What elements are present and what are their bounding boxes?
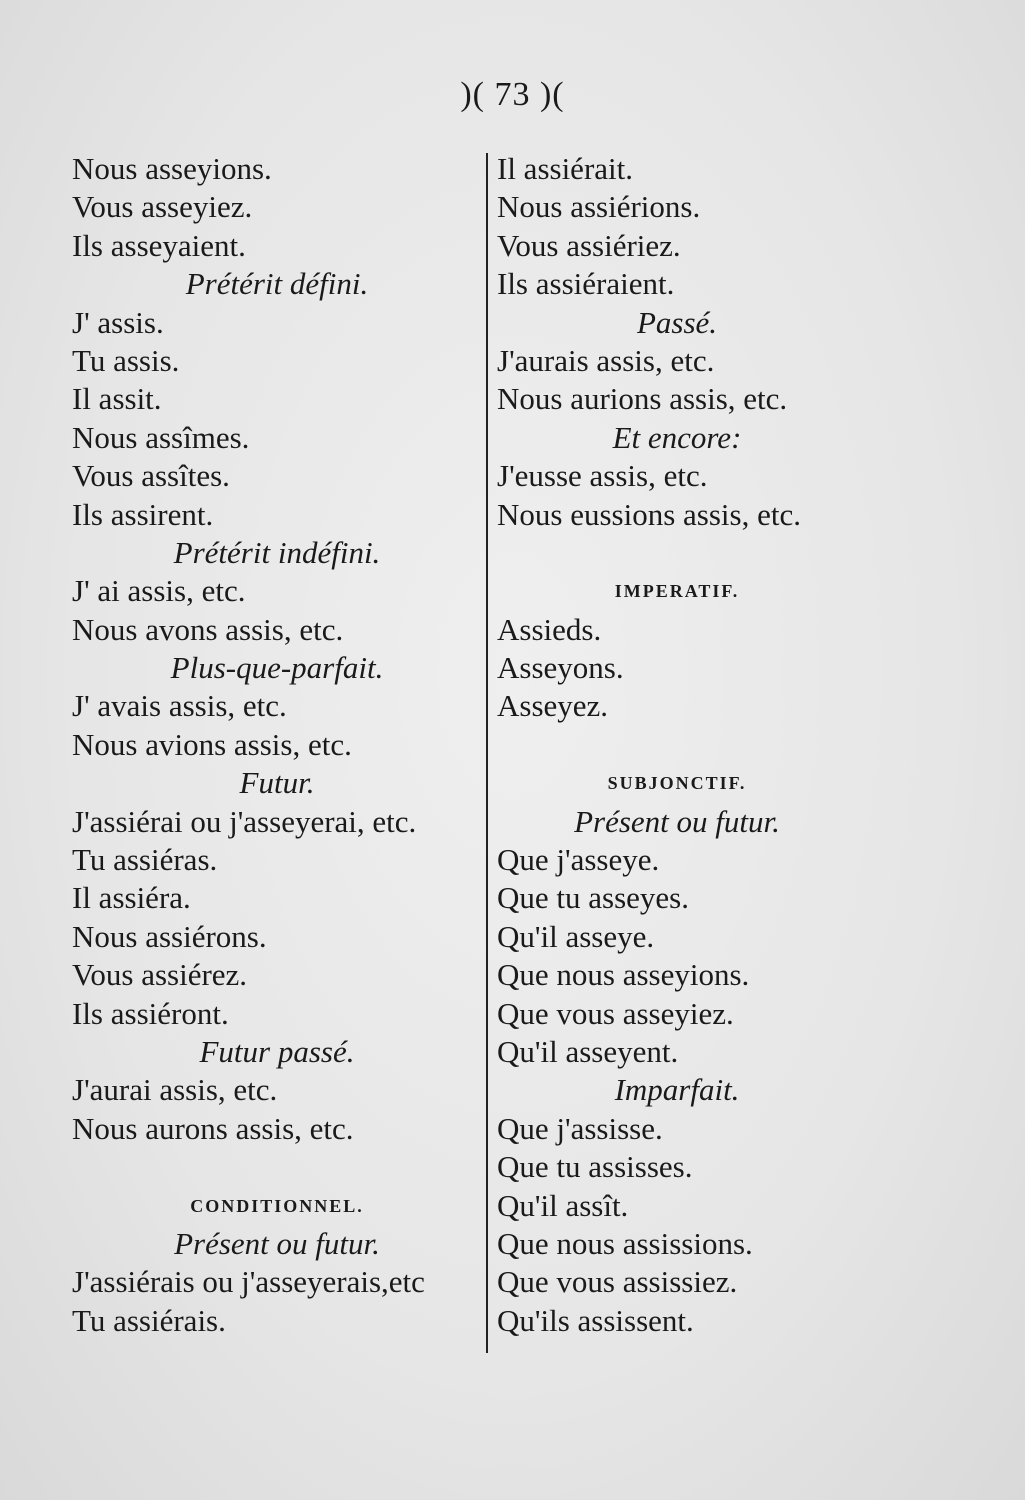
conjugation-line: J'aurais assis, etc.: [497, 342, 715, 378]
mood-heading: IMPERATIF.: [614, 581, 740, 602]
conjugation-line: Vous assîtes.: [72, 458, 230, 494]
conjugation-line: J'assiérai ou j'asseyerai, etc.: [72, 803, 417, 839]
conjugation-line: Que tu assisses.: [497, 1149, 693, 1185]
conjugation-line: Que tu asseyes.: [497, 880, 689, 916]
tense-heading: Présent ou futur.: [174, 1225, 380, 1261]
conjugation-line: Nous asseyions.: [72, 151, 272, 186]
conjugation-line: Ils assiéront.: [72, 995, 229, 1031]
conjugation-line: Tu assiérais.: [72, 1302, 226, 1338]
tense-heading: Plus-que-parfait.: [170, 650, 384, 686]
tense-heading: Et encore:: [612, 419, 742, 455]
conjugation-line: Vous assiérez.: [72, 957, 248, 993]
tense-heading: Présent ou futur.: [574, 803, 780, 839]
conjugation-line: Que nous asseyions.: [497, 957, 750, 993]
conjugation-line: Nous eussions assis, etc.: [497, 496, 801, 532]
conjugation-line: J' ai assis, etc.: [72, 573, 246, 609]
conjugation-line: Vous asseyiez.: [72, 189, 253, 225]
conjugation-line: Vous assiériez.: [497, 227, 681, 263]
conjugation-line: Ils assirent.: [72, 496, 214, 532]
tense-heading: Prétérit défini.: [185, 266, 369, 302]
conjugation-line: Nous assiérions.: [497, 189, 701, 225]
conjugation-line: J'assiérais ou j'asseyerais,etc: [72, 1264, 425, 1300]
mood-heading: SUBJONCTIF.: [607, 773, 747, 794]
conjugation-line: Que nous assissions.: [497, 1225, 753, 1261]
tense-heading: Prétérit indéfini.: [173, 534, 381, 570]
conjugation-line: Ils assiéraient.: [497, 266, 675, 302]
conjugation-line: J'eusse assis, etc.: [497, 458, 708, 494]
page-number: )( 73 )(: [460, 76, 565, 113]
conjugation-line: Nous assîmes.: [72, 419, 250, 455]
conjugation-line: Que vous asseyiez.: [497, 995, 734, 1031]
tense-heading: Passé.: [636, 304, 718, 340]
conjugation-line: Qu'ils assissent.: [497, 1302, 694, 1338]
conjugation-line: Il assit.: [72, 381, 162, 417]
blank-line: [497, 534, 857, 572]
blank-line: [72, 1148, 482, 1186]
conjugation-line: Tu assis.: [72, 342, 180, 378]
conjugation-line: Tu assiéras.: [72, 842, 218, 878]
blank-line: [497, 726, 857, 764]
conjugation-line: J'aurai assis, etc.: [72, 1072, 278, 1108]
tense-heading: Futur.: [239, 765, 315, 801]
conjugation-line: Qu'il asseyent.: [497, 1033, 679, 1069]
conjugation-line: Nous assiérons.: [72, 918, 267, 954]
conjugation-line: Nous avions assis, etc.: [72, 726, 352, 762]
conjugation-line: Assieds.: [497, 611, 602, 647]
conjugation-line: Ils asseyaient.: [72, 227, 246, 263]
conjugation-line: J' assis.: [72, 304, 164, 340]
conjugation-line: J' avais assis, etc.: [72, 688, 287, 724]
mood-heading: CONDITIONNEL.: [190, 1195, 364, 1216]
conjugation-line: Asseyons.: [497, 650, 624, 686]
conjugation-line: Nous avons assis, etc.: [72, 611, 344, 647]
conjugation-line: Il assiérait.: [497, 151, 634, 186]
conjugation-line: Il assiéra.: [72, 880, 191, 916]
conjugation-line: Asseyez.: [497, 688, 609, 724]
conjugation-line: Nous aurions assis, etc.: [497, 381, 788, 417]
column-divider: [486, 153, 488, 1353]
conjugation-line: Nous aurons assis, etc.: [72, 1110, 354, 1146]
conjugation-line: Qu'il asseye.: [497, 918, 655, 954]
conjugation-line: Qu'il assît.: [497, 1187, 629, 1223]
tense-heading: Imparfait.: [614, 1072, 740, 1108]
conjugation-line: Que vous assissiez.: [497, 1264, 738, 1300]
right-column: [497, 150, 857, 1340]
left-column: [72, 150, 482, 1340]
conjugation-line: Que j'asseye.: [497, 842, 660, 878]
conjugation-line: Que j'assisse.: [497, 1110, 663, 1146]
tense-heading: Futur passé.: [199, 1033, 355, 1069]
